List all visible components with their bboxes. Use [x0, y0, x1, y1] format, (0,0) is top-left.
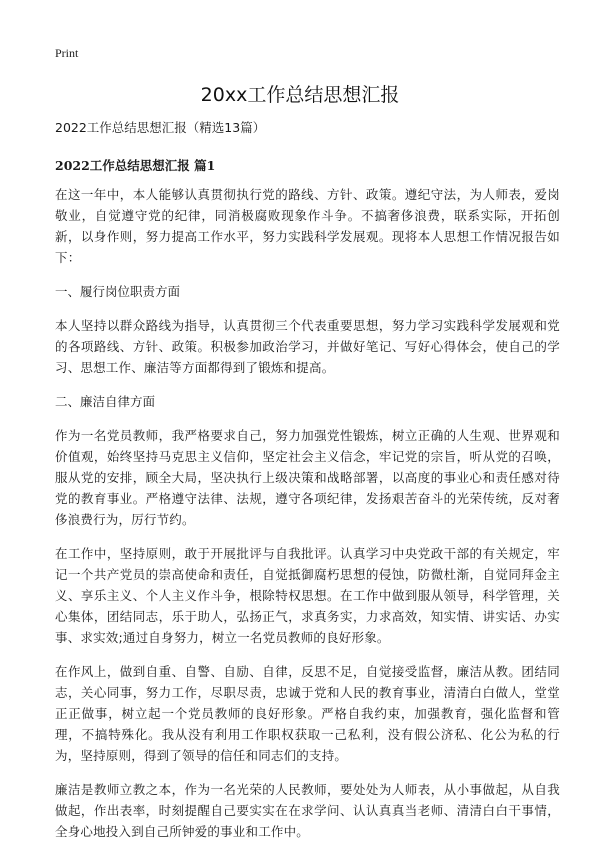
document-title: 20xx工作总结思想汇报	[200, 84, 400, 106]
document-subtitle: 2022工作总结思想汇报（精选13篇）	[55, 120, 266, 135]
duties-paragraph: 本人坚持以群众路线为指导，认真贯彻三个代表重要思想，努力学习实践科学发展观和党的各项路线、方针、政策。积极参加政治学习，并做好笔记、写好心得体会，使自己的学习、思想工作、廉洁等方面都得到了锻炼和提高。	[55, 318, 560, 375]
integrity-paragraph-3: 在作风上，做到自重、自警、自励、自律，反思不足，自觉接受监督，廉洁从教。团结同志，关心同事，努力工作，尽职尽责，忠诚于党和人民的教育事业，清清白白做人，堂堂正正做事，树立起一个党员教师的良好形象。严格自我约束，加强教育，强化监督和管理，不搞特殊化。我从没有利用工作职权获取一己私利，没有假公济私、化公为私的行为，坚持原则，得到了领导的信任和同志们的支持。	[55, 664, 560, 763]
intro-paragraph: 在这一年中，本人能够认真贯彻执行党的路线、方针、政策。遵纪守法，为人师表，爱岗敬业，自觉遵守党的纪律，同消极腐败现象作斗争。不搞奢侈浪费，联系实际，开拓创新，以身作则，努力提高工作水平，努力实践科学发展观。现将本人思想工作情况报告如下：	[55, 187, 560, 265]
section-heading: 2022工作总结思想汇报 篇1	[55, 158, 216, 173]
integrity-paragraph-4: 廉洁是教师立教之本，作为一名光荣的人民教师，要处处为人师表，从小事做起，从自我做起，作出表率，时刻提醒自己要实实在在求学问、认认真真当老师、清清白白干事情，全身心地投入到自己所钟爱的事业和工作中。	[55, 782, 560, 839]
sub-heading-integrity: 二、廉洁自律方面	[55, 394, 156, 409]
integrity-paragraph-1: 作为一名党员教师，我严格要求自己，努力加强党性锻炼，树立正确的人生观、世界观和价值观，始终坚持马克思主义信仰，坚定社会主义信念，牢记党的宗旨，听从党的召唤，服从党的安排，顾全大局，坚决执行上级决策和战略部署，以高度的事业心和责任感对待党的教育事业。严格遵守法律、法规，遵守各项纪律，发扬艰苦奋斗的光荣传统，反对奢侈浪费行为，厉行节约。	[55, 428, 560, 527]
integrity-paragraph-2: 在工作中，坚持原则，敢于开展批评与自我批评。认真学习中央党政干部的有关规定，牢记一个共产党员的崇高使命和责任，自觉抵御腐朽思想的侵蚀，防微杜渐，自觉同拜金主义、享乐主义、个人主义作斗争，根除特权思想。在工作中做到服从领导，科学管理，关心集体，团结同志，乐于助人，弘扬正气，求真务实，力求高效，知实情、讲实话、办实事、求实效;通过自身努力，树立一名党员教师的良好形象。	[55, 546, 560, 645]
document-body	[55, 118, 560, 855]
print-link[interactable]: Print	[55, 46, 79, 60]
sub-heading-duties: 一、履行岗位职责方面	[55, 284, 181, 299]
